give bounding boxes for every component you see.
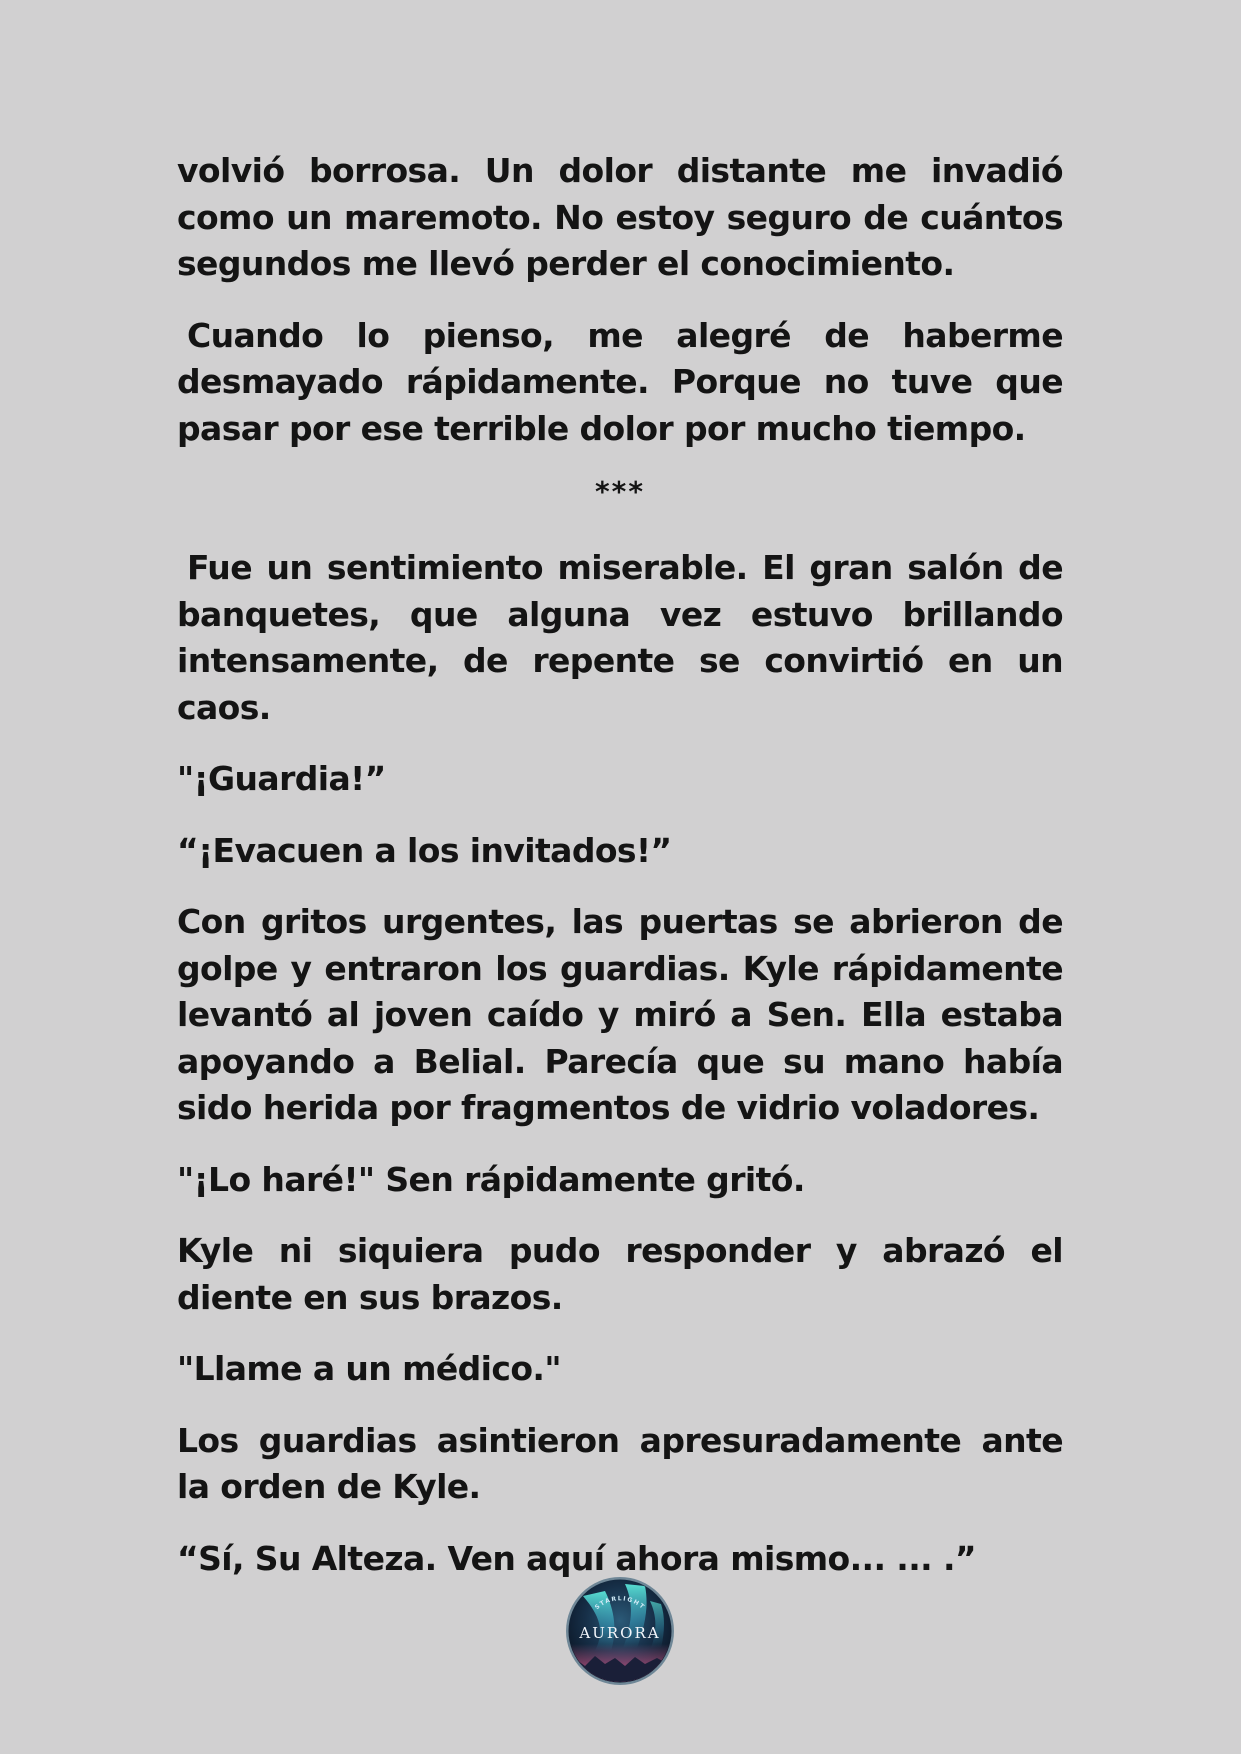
dialogue-line: “¡Evacuen a los invitados!”	[177, 830, 672, 870]
aurora-logo	[565, 1576, 675, 1686]
paragraph: Kyle ni siquiera pudo responder y abrazó el diente en sus brazos.	[177, 1231, 1063, 1317]
scene-separator: ***	[595, 475, 645, 508]
svg-text:STARLIGHT: STARLIGHT	[593, 1595, 647, 1612]
page-body	[177, 148, 1063, 1607]
dialogue-line: “Sí, Su Alteza. Ven aquí ahora mismo... ... .”	[177, 1538, 977, 1578]
paragraph: Cuando lo pienso, me alegré de haberme desmayado rápidamente. Porque no tuve que pasar por ese terrible dolor por mucho tiempo.	[177, 315, 1063, 448]
paragraph: volvió borrosa. Un dolor distante me invadió como un maremoto. No estoy seguro de cuántos segundos me llevó perder el conocimiento.	[177, 151, 1063, 283]
paragraph: Fue un sentimiento miserable. El gran salón de banquetes, que alguna vez estuvo brillando intensamente, de repente se convirtió en un caos.	[177, 548, 1063, 727]
svg-text:AURORA: AURORA	[579, 1624, 661, 1642]
dialogue-line: "¡Guardia!”	[177, 759, 386, 798]
dialogue-line: "¡Lo haré!" Sen rápidamente gritó.	[177, 1159, 805, 1199]
dialogue-line: "Llame a un médico."	[177, 1349, 561, 1388]
paragraph: Con gritos urgentes, las puertas se abrieron de golpe y entraron los guardias. Kyle rápidamente levantó al joven caído y miró a Sen. Ella estaba apoyando a Belial. Parecía que su mano había sido herida por fragmentos de vidrio voladores.	[177, 902, 1063, 1127]
paragraph: Los guardias asintieron apresuradamente ante la orden de Kyle.	[177, 1420, 1063, 1506]
